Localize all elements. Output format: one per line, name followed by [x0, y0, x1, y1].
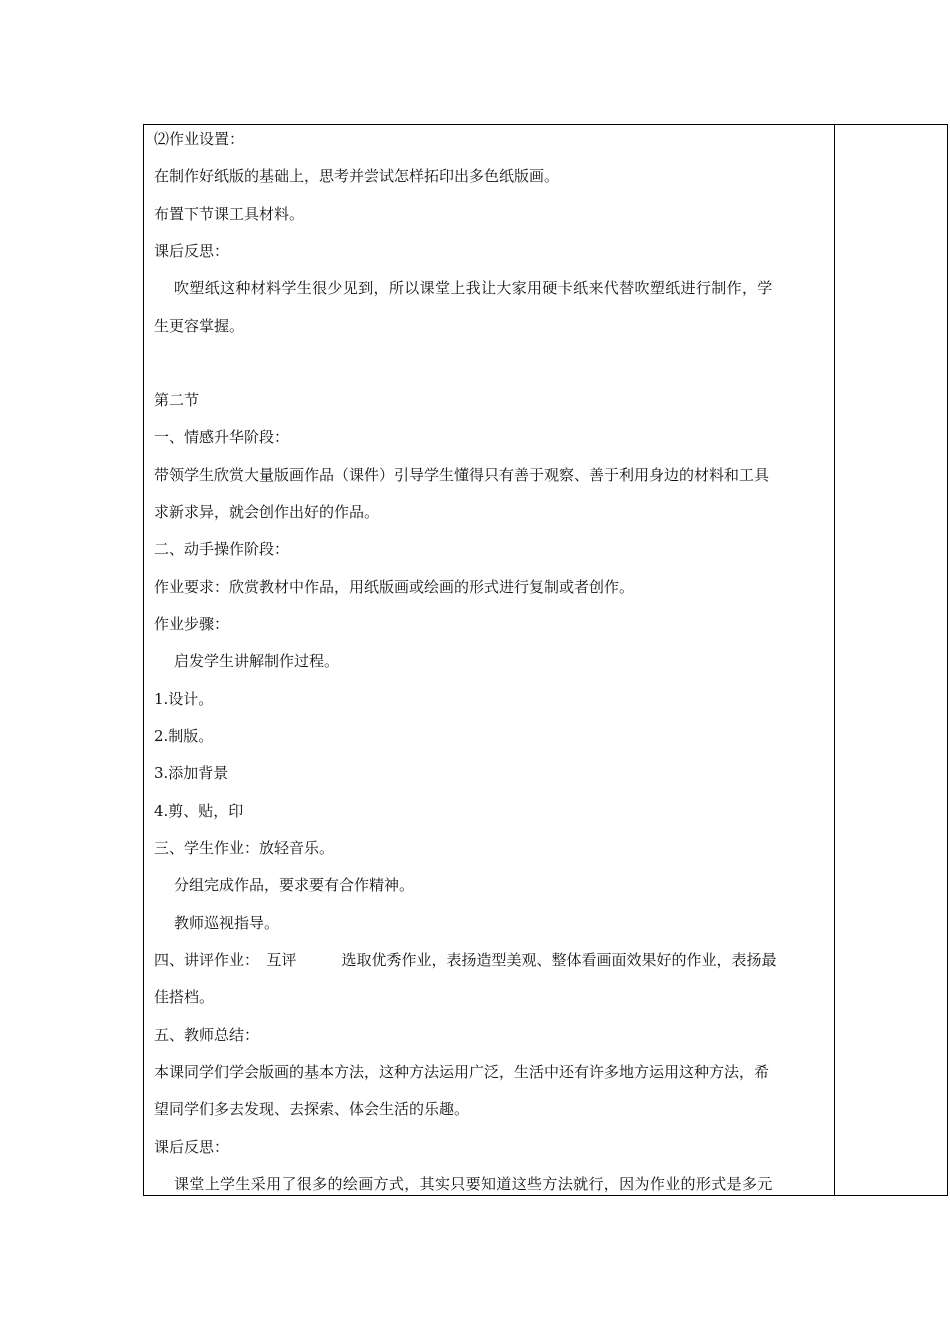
- text-line: 3.添加背景: [154, 764, 229, 782]
- text-line: 启发学生讲解制作过程。: [174, 652, 340, 670]
- text-line: ⑵作业设置：: [154, 130, 245, 148]
- text-line: 作业要求：欣赏教材中作品，用纸版画或绘画的形式进行复制或者创作。: [154, 578, 635, 596]
- text-line: 教师巡视指导。: [174, 914, 280, 932]
- text-line: 一、情感升华阶段：: [154, 428, 290, 446]
- text-line: 带领学生欣赏大量版画作品（课件）引导学生懂得只有善于观察、善于利用身边的材料和工具: [154, 466, 770, 484]
- text-line: 五、教师总结：: [154, 1026, 260, 1044]
- text-line: 本课同学们学会版画的基本方法，这种方法运用广泛，生活中还有许多地方运用这种方法，希: [154, 1063, 770, 1081]
- text-line: 分组完成作品，要求要有合作精神。: [174, 876, 415, 894]
- text-line: 佳搭档。: [154, 988, 215, 1006]
- text-line: 求新求异，就会创作出好的作品。: [154, 503, 380, 521]
- text-line: 2.制版。: [154, 727, 214, 745]
- text-line: 三、学生作业：放轻音乐。: [154, 839, 335, 857]
- text-line: 四、讲评作业： 互评 选取优秀作业，表扬造型美观、整体看画面效果好的作业，表扬最: [154, 951, 777, 969]
- text-line: 1.设计。: [154, 690, 214, 708]
- text-line: 第二节: [154, 391, 200, 409]
- text-line: 吹塑纸这种材料学生很少见到，所以课堂上我让大家用硬卡纸来代替吹塑纸进行制作，学: [174, 279, 773, 297]
- text-line: 课后反思：: [154, 242, 230, 260]
- text-line: 作业步骤：: [154, 615, 230, 633]
- text-line: 生更容掌握。: [154, 317, 245, 335]
- text-line: 课堂上学生采用了很多的绘画方式，其实只要知道这些方法就行，因为作业的形式是多元: [174, 1175, 773, 1193]
- lesson-plan-table: [143, 124, 948, 1196]
- text-line: 布置下节课工具材料。: [154, 205, 305, 223]
- text-line: 4.剪、贴，印: [154, 802, 244, 820]
- text-line: 望同学们多去发现、去探索、体会生活的乐趣。: [154, 1100, 470, 1118]
- text-line: 二、动手操作阶段：: [154, 540, 290, 558]
- notes-column-divider: [834, 125, 835, 1195]
- text-line: 课后反思：: [154, 1138, 230, 1156]
- text-line: 在制作好纸版的基础上，思考并尝试怎样拓印出多色纸版画。: [154, 167, 560, 185]
